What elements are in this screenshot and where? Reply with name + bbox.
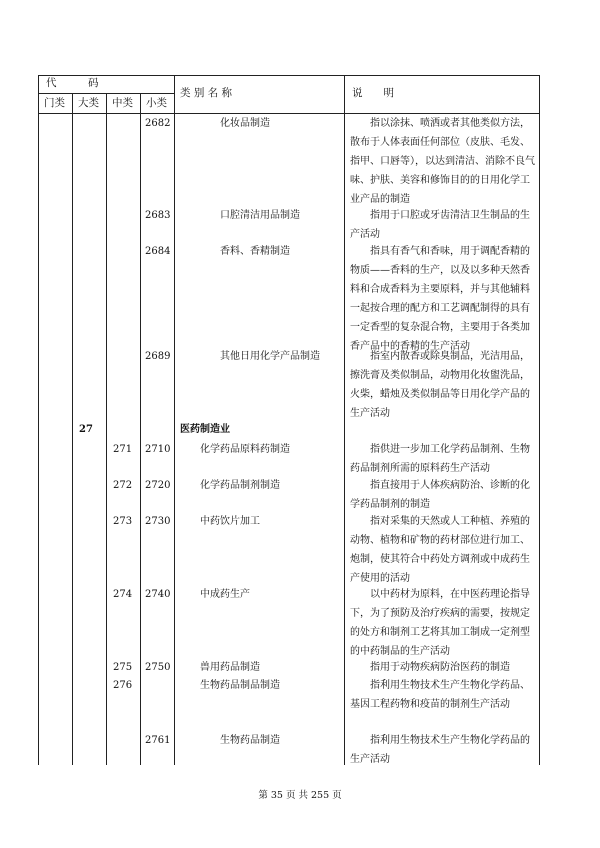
col-divider-xiao [140, 93, 141, 765]
header-col-name: 类 别 名 称 [180, 87, 233, 99]
header-col-da: 大类 [78, 97, 99, 109]
row-description: 指利用生物技术生产生物化学药品的生产活动 [350, 735, 530, 765]
row-category-name: 化学药品制剂制造 [200, 480, 280, 491]
row-category-name: 其他日用化学产品制造 [220, 351, 320, 362]
row-description: 指以涂抹、喷洒或者其他类似方法，散布于人体表面任何部位（皮肤、毛发、指甲、口唇等），以达到清洁、消除不良气味、护肤、美容和修饰目的的日用化学工业产品的制造 [350, 118, 535, 205]
row-category-name: 化妆品制造 [220, 118, 270, 129]
col-divider-name [174, 75, 175, 765]
row-category-name: 口腔清洁用品制造 [220, 210, 300, 221]
row-xiao-code: 2684 [145, 246, 171, 257]
row-description: 指利用生物技术生产生物化学药品、基因工程药物和疫苗的制剂生产活动 [350, 680, 530, 710]
header-col-xiao: 小类 [146, 97, 167, 109]
col-divider-da [72, 93, 73, 765]
row-category-name: 中成药生产 [200, 589, 250, 600]
row-xiao-code: 2710 [145, 444, 171, 455]
row-xiao-code: 2750 [145, 662, 171, 673]
row-category-name: 生物药品制品制造 [200, 680, 280, 691]
row-xiao-code: 2683 [145, 210, 171, 221]
row-description: 指用于口腔或牙齿清洁卫生制品的生产活动 [350, 210, 530, 240]
col-divider-zhong [106, 93, 107, 765]
header-col-desc: 说 明 [352, 87, 394, 99]
header-code-group: 代 码 [46, 77, 99, 89]
table-left-border [38, 75, 39, 765]
header-col-zhong: 中类 [112, 97, 133, 109]
row-zhong-code: 275 [113, 662, 133, 673]
row-category-name: 兽用药品制造 [200, 662, 260, 673]
col-divider-desc [344, 75, 345, 765]
row-xiao-code: 2740 [145, 589, 171, 600]
row-description: 指供进一步加工化学药品制剂、生物药品制剂所需的原料药生产活动 [350, 444, 530, 474]
row-zhong-code: 273 [113, 516, 133, 527]
row-category-name: 中药饮片加工 [200, 516, 260, 527]
row-description: 以中药材为原料，在中医药理论指导下，为了预防及治疗疾病的需要，按规定的处方和制剂工艺将其加工制成一定剂型的中药制品的生产活动 [350, 589, 530, 657]
row-xiao-code: 2761 [145, 735, 171, 746]
row-xiao-code: 2730 [145, 516, 171, 527]
row-description: 指室内散香或除臭制品，光洁用品，擦洗膏及类似制品，动物用化妆盥洗品，火柴，蜡烛及类似制品等日用化学产品的生产活动 [350, 351, 530, 419]
row-da-code: 27 [79, 424, 93, 435]
table-right-border [539, 75, 540, 765]
row-zhong-code: 274 [113, 589, 133, 600]
row-xiao-code: 2682 [145, 118, 171, 129]
row-zhong-code: 271 [113, 444, 133, 455]
row-description: 指直接用于人体疾病防治、诊断的化学药品制剂的制造 [350, 480, 530, 510]
row-description: 指对采集的天然或人工种植、养殖的动物、植物和矿物的药材部位进行加工、炮制，使其符合中药处方调剂或中成药生产使用的活动 [350, 516, 530, 584]
row-category-name: 化学药品原料药制造 [200, 444, 290, 455]
header-col-men: 门类 [44, 97, 65, 109]
row-description: 指具有香气和香味，用于调配香精的物质——香料的生产，以及以多种天然香料和合成香料为主要原料，并与其他辅料一起按合理的配方和工艺调配制得的具有一定香型的复杂混合物，主要用于各类加香产品中的香精的生产活动 [350, 246, 530, 352]
row-description: 指用于动物疾病防治医药的制造 [370, 662, 510, 673]
row-category-name: 生物药品制造 [220, 735, 280, 746]
row-category-name: 医药制造业 [180, 424, 230, 435]
row-zhong-code: 276 [113, 680, 133, 691]
row-xiao-code: 2689 [145, 351, 171, 362]
row-zhong-code: 272 [113, 480, 133, 491]
page-number-footer: 第 35 页 共 255 页 [258, 790, 342, 801]
row-xiao-code: 2720 [145, 480, 171, 491]
table-top-border [38, 75, 540, 76]
row-category-name: 香料、香精制造 [220, 246, 290, 257]
